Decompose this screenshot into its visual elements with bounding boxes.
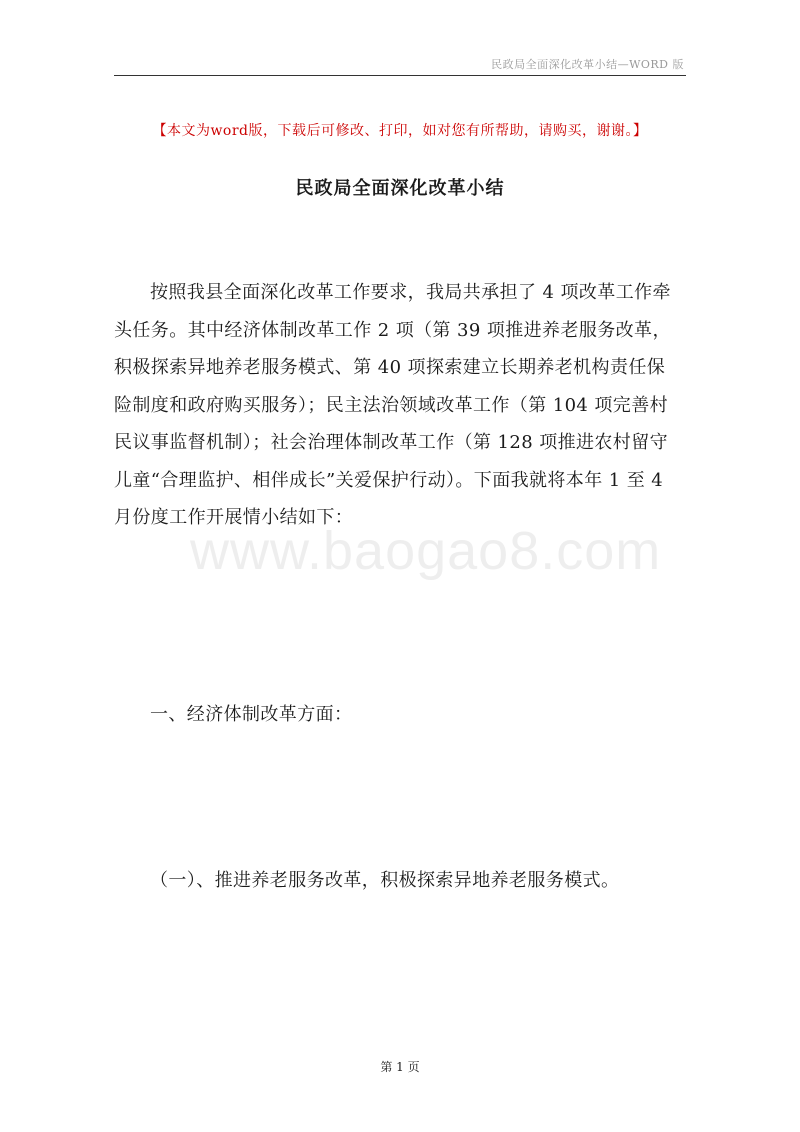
paragraph-line: 民议事监督机制）；社会治理体制改革工作（第 128 项推进农村留守	[114, 432, 668, 453]
body-paragraph	[114, 274, 692, 537]
purchase-notice: 【本文为word版，下载后可修改、打印，如对您有所帮助，请购买，谢谢。】	[152, 123, 648, 139]
paragraph-line: 月份度工作开展情小结如下：	[114, 507, 354, 528]
paragraph-line: 积极探索异地养老服务模式、第 40 项探索建立长期养老机构责任保	[114, 357, 666, 378]
paragraph-line: 儿童“合理监护、相伴成长”关爱保护行动）。下面我就将本年 1 至 4	[114, 469, 664, 491]
page-number: 第 1 页	[380, 1060, 420, 1074]
running-header: 民政局全面深化改革小结—WORD 版	[491, 58, 684, 71]
paragraph-line: 头任务。其中经济体制改革工作 2 项（第 39 项推进养老服务改革，	[114, 319, 671, 341]
subsection-heading: （一）、推进养老服务改革，积极探索异地养老服务模式。	[150, 870, 620, 891]
document-title: 民政局全面深化改革小结	[295, 178, 505, 199]
section-heading: 一、经济体制改革方面：	[150, 704, 353, 725]
paragraph-line: 险制度和政府购买服务）；民主法治领域改革工作（第 104 项完善村	[114, 394, 668, 416]
watermark: www.baogao8.com	[190, 521, 662, 581]
header-rule	[114, 75, 686, 76]
paragraph-line: 按照我县全面深化改革工作要求，我局共承担了 4 项改革工作牵	[150, 282, 671, 303]
